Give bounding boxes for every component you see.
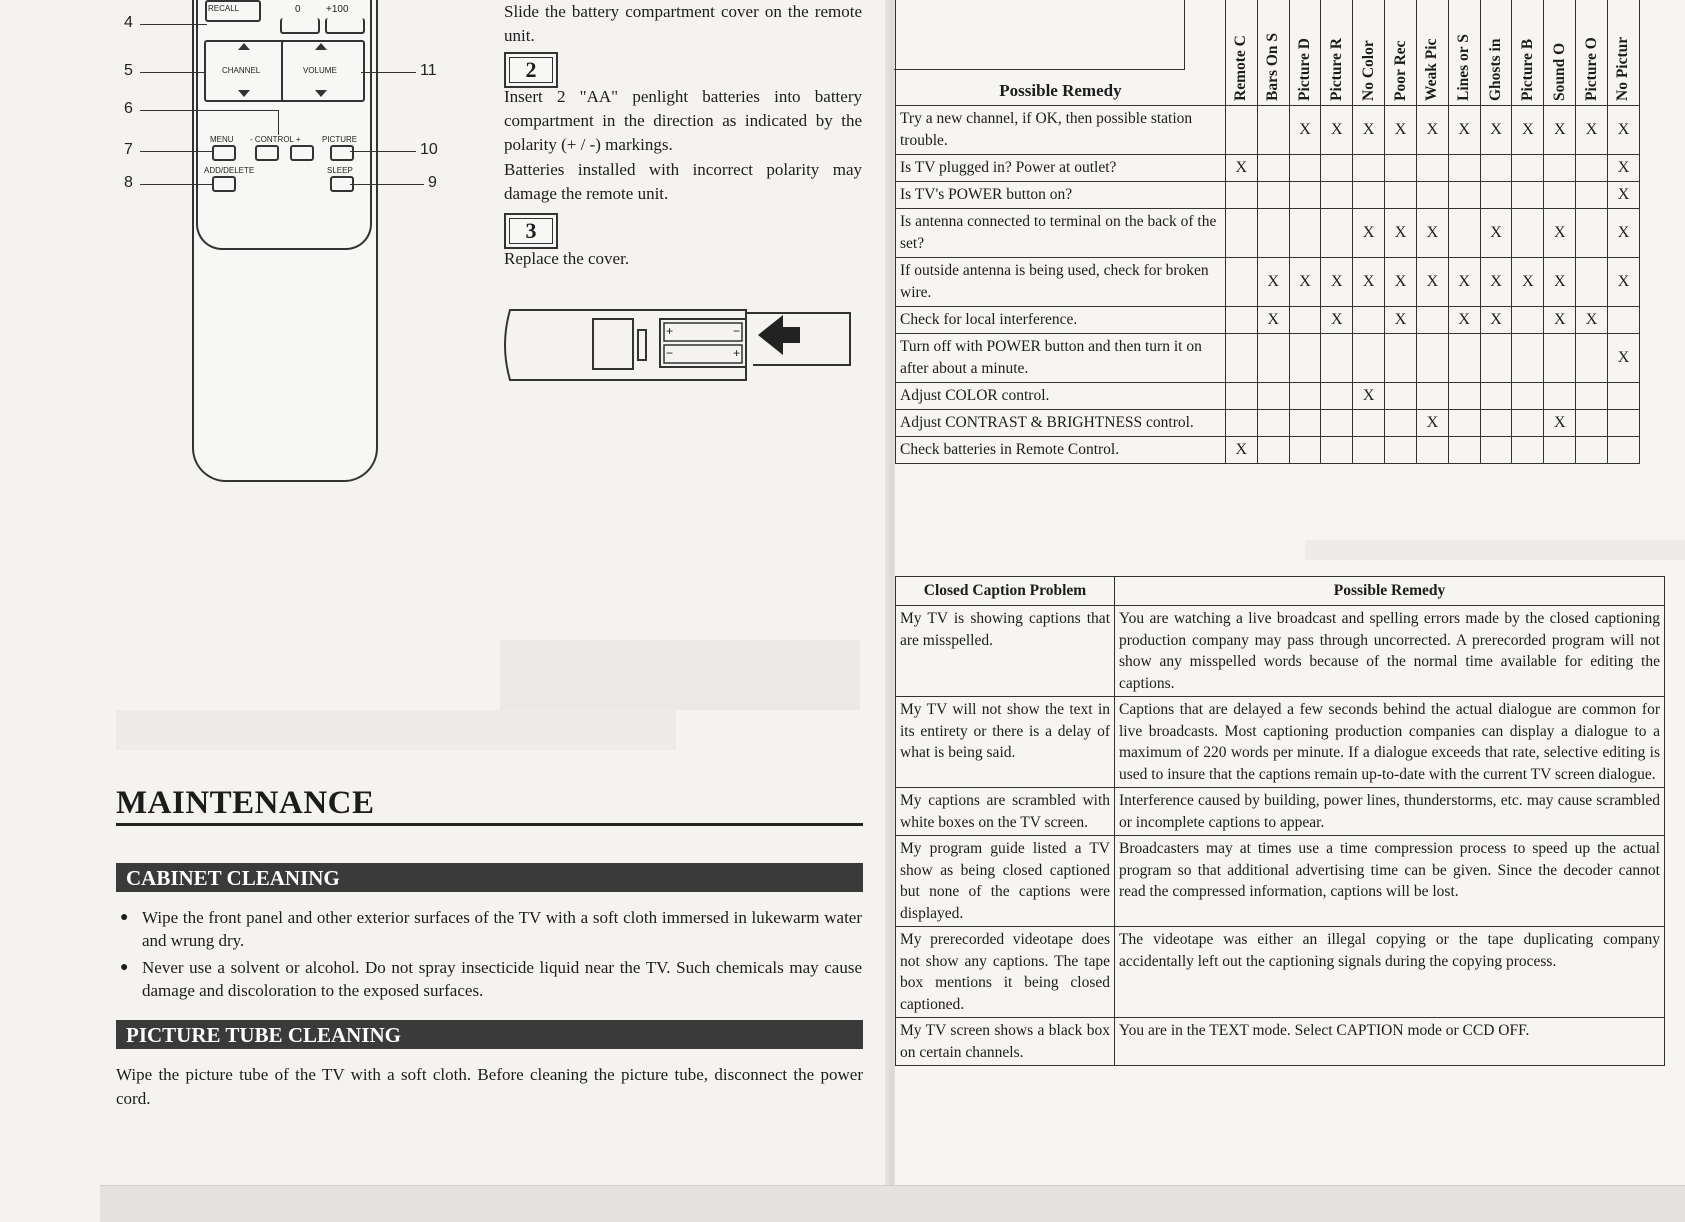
- step-2-number: 2: [509, 57, 553, 83]
- spring-contact: [638, 330, 646, 360]
- remedy-cell: Adjust CONTRAST & BRIGHTNESS control.: [896, 410, 1226, 437]
- title-rule: [116, 823, 863, 826]
- symptom-label: Picture O: [1582, 37, 1600, 101]
- mark-cell: X: [1480, 307, 1512, 334]
- mark-cell: [1544, 182, 1576, 209]
- bleed-through: [116, 710, 676, 750]
- menu-label: MENU: [210, 135, 234, 144]
- mark-cell: [1289, 410, 1321, 437]
- mark-cell: [1544, 437, 1576, 464]
- mark-cell: X: [1289, 106, 1321, 155]
- mark-cell: [1385, 383, 1417, 410]
- menu-button: [212, 145, 236, 161]
- zero-button: [280, 18, 320, 34]
- mark-cell: [1512, 334, 1544, 383]
- remedy-cell: Turn off with POWER button and then turn it on after about a minute.: [896, 334, 1226, 383]
- add-delete-label: ADD/DELETE: [204, 166, 255, 175]
- mark-cell: X: [1321, 307, 1353, 334]
- symptom-label: Picture B: [1518, 38, 1536, 101]
- symptom-column-header: [1289, 0, 1321, 106]
- mark-cell: [1257, 209, 1289, 258]
- mark-cell: X: [1480, 106, 1512, 155]
- mark-cell: [1385, 155, 1417, 182]
- mark-cell: [1512, 410, 1544, 437]
- mark-cell: [1321, 437, 1353, 464]
- mark-cell: [1544, 155, 1576, 182]
- remedy-cell: If outside antenna is being used, check for broken wire.: [896, 258, 1226, 307]
- mark-cell: [1225, 182, 1257, 209]
- mark-cell: [1321, 334, 1353, 383]
- cc-remedy-cell: Captions that are delayed a few seconds behind the actual dialogue are common for live broadcasts. Most captioning production companies can display a dialogue to a maximum of 220 words per minute. If a dialogue exceeds that rate, selective editing is used to insure that the captions remain up-to-date with the current TV screen dialogue.: [1115, 697, 1665, 788]
- mark-cell: X: [1607, 334, 1639, 383]
- mark-cell: [1480, 410, 1512, 437]
- mark-cell: [1257, 106, 1289, 155]
- mark-cell: [1512, 182, 1544, 209]
- mark-cell: X: [1416, 258, 1448, 307]
- callout-11: 11: [420, 62, 437, 79]
- mark-cell: X: [1544, 209, 1576, 258]
- channel-label: CHANNEL: [222, 66, 261, 75]
- mark-cell: [1321, 410, 1353, 437]
- mark-cell: [1607, 307, 1639, 334]
- picture-tube-text: Wipe the picture tube of the TV with a soft cloth. Before cleaning the picture tube, disconnect the power cord.: [116, 1065, 863, 1108]
- remedy-header-cell: [896, 0, 1226, 106]
- symptom-column-header: [1544, 0, 1576, 106]
- cc-problem-cell: My TV will not show the text in its entirety or there is a delay of what is being said.: [896, 697, 1115, 788]
- mark-cell: [1480, 155, 1512, 182]
- mark-cell: X: [1512, 258, 1544, 307]
- table-row: [896, 437, 1640, 464]
- mark-cell: [1225, 334, 1257, 383]
- polarity-plus-label: +: [733, 346, 741, 360]
- plus100-button: [325, 18, 365, 34]
- cc-remedy-cell: The videotape was either an illegal copying or the tape duplicating company accidentally left out the captioning signals during the copying process.: [1115, 927, 1665, 1018]
- battery-cell: [664, 323, 742, 341]
- battery-cell: [664, 345, 742, 363]
- mark-cell: [1448, 334, 1480, 383]
- cc-problem-cell: My captions are scrambled with white boxes on the TV screen.: [896, 788, 1115, 836]
- mark-cell: [1512, 383, 1544, 410]
- symptom-column-header: [1225, 0, 1257, 106]
- symptom-column-header: [1448, 0, 1480, 106]
- callout-line: [350, 184, 424, 185]
- step-2-box: [504, 52, 558, 88]
- mark-cell: [1353, 334, 1385, 383]
- mark-cell: [1257, 334, 1289, 383]
- callout-line: [140, 151, 212, 152]
- remedy-cell: Check batteries in Remote Control.: [896, 437, 1226, 464]
- remedy-header: Possible Remedy: [999, 81, 1122, 100]
- mark-cell: X: [1512, 106, 1544, 155]
- step-2-warning: Batteries installed with incorrect polarity may damage the remote unit.: [504, 160, 862, 203]
- mark-cell: X: [1385, 307, 1417, 334]
- symptom-label: Picture R: [1327, 38, 1345, 101]
- table-row: [896, 606, 1665, 697]
- blank-corner-box: [894, 0, 1185, 70]
- mark-cell: [1321, 182, 1353, 209]
- mark-cell: [1607, 437, 1639, 464]
- mark-cell: [1480, 334, 1512, 383]
- add-delete-button: [212, 176, 236, 192]
- mark-cell: [1480, 182, 1512, 209]
- step-2-text: Insert 2 "AA" penlight batteries into battery compartment in the direction as indicated by the polarity (+ / -) markings.: [504, 87, 862, 154]
- mark-cell: X: [1448, 307, 1480, 334]
- mark-cell: X: [1576, 307, 1608, 334]
- symptom-column-header: [1607, 0, 1639, 106]
- mark-cell: [1225, 106, 1257, 155]
- mark-cell: [1385, 410, 1417, 437]
- mark-cell: X: [1257, 307, 1289, 334]
- mark-cell: [1512, 437, 1544, 464]
- battery-intro-text: Slide the battery compartment cover on the remote unit.: [504, 2, 862, 45]
- table-row: [896, 1018, 1665, 1066]
- mark-cell: [1385, 182, 1417, 209]
- table-row: [896, 927, 1665, 1018]
- cc-problem-cell: My TV screen shows a black box on certain channels.: [896, 1018, 1115, 1066]
- cc-problem-cell: My TV is showing captions that are misspelled.: [896, 606, 1115, 697]
- mark-cell: [1512, 307, 1544, 334]
- table-row: [896, 334, 1640, 383]
- mark-cell: [1576, 155, 1608, 182]
- remedy-cell: Is TV's POWER button on?: [896, 182, 1226, 209]
- table-row: [896, 410, 1640, 437]
- maintenance-title: MAINTENANCE: [116, 785, 375, 821]
- mark-cell: X: [1448, 106, 1480, 155]
- mark-cell: [1289, 437, 1321, 464]
- mark-cell: X: [1385, 209, 1417, 258]
- table-row: [896, 155, 1640, 182]
- mark-cell: X: [1544, 410, 1576, 437]
- cover-latch: [593, 319, 633, 369]
- mark-cell: [1289, 307, 1321, 334]
- mark-cell: [1321, 209, 1353, 258]
- control-label: - CONTROL +: [250, 135, 301, 144]
- symptom-label: Remote C: [1232, 35, 1250, 101]
- mark-cell: [1448, 410, 1480, 437]
- mark-cell: [1289, 209, 1321, 258]
- mark-cell: [1544, 334, 1576, 383]
- callout-line: [278, 118, 279, 135]
- table-row: [896, 106, 1640, 155]
- mark-cell: [1225, 258, 1257, 307]
- cc-header-row: [896, 577, 1665, 606]
- mark-cell: X: [1257, 258, 1289, 307]
- mark-cell: [1257, 410, 1289, 437]
- callout-10: 10: [420, 141, 438, 158]
- mark-cell: [1448, 155, 1480, 182]
- closed-caption-table: [895, 576, 1665, 1066]
- mark-cell: [1321, 155, 1353, 182]
- insert-arrow-icon: [758, 315, 800, 355]
- callout-line: [361, 72, 416, 73]
- mark-cell: X: [1321, 106, 1353, 155]
- mark-cell: [1512, 209, 1544, 258]
- table-row: [896, 836, 1665, 927]
- callout-4: 4: [124, 14, 133, 31]
- callout-5: 5: [124, 62, 133, 79]
- picture-button: [330, 145, 354, 161]
- remote-keypad: [196, 0, 372, 250]
- cabinet-bullet-1: ● Wipe the front panel and other exterior surfaces of the TV with a soft cloth immersed in lukewarm water and wrung dry.: [120, 906, 862, 952]
- callout-7: 7: [124, 141, 133, 158]
- channel-down-icon: [238, 90, 250, 97]
- volume-label: VOLUME: [303, 66, 337, 75]
- mark-cell: [1257, 437, 1289, 464]
- mark-cell: [1448, 209, 1480, 258]
- cabinet-cleaning-heading: CABINET CLEANING: [116, 863, 863, 892]
- mark-cell: [1289, 334, 1321, 383]
- mark-cell: [1512, 155, 1544, 182]
- symptom-column-header: [1385, 0, 1417, 106]
- mark-cell: [1448, 383, 1480, 410]
- symptom-column-header: [1257, 0, 1289, 106]
- channel-up-icon: [238, 43, 250, 50]
- table-row: [896, 258, 1640, 307]
- mark-cell: X: [1321, 258, 1353, 307]
- picture-tube-cleaning-heading: PICTURE TUBE CLEANING: [116, 1020, 863, 1049]
- symptom-label: No Pictur: [1614, 36, 1632, 101]
- mark-cell: [1576, 334, 1608, 383]
- mark-cell: X: [1607, 106, 1639, 155]
- troubleshooting-table: [895, 0, 1640, 464]
- mark-cell: X: [1544, 258, 1576, 307]
- callout-line: [350, 151, 416, 152]
- mark-cell: [1576, 437, 1608, 464]
- cc-problem-cell: My prerecorded videotape does not show any captions. The tape box mentions it being closed captioned.: [896, 927, 1115, 1018]
- callout-8: 8: [124, 174, 133, 191]
- polarity-minus-label: −: [733, 324, 741, 338]
- polarity-minus-label: −: [666, 346, 674, 360]
- mark-cell: X: [1416, 209, 1448, 258]
- mark-cell: [1448, 437, 1480, 464]
- symptom-label: Sound O: [1550, 42, 1568, 101]
- symptom-column-header: [1576, 0, 1608, 106]
- symptom-label: Bars On S: [1264, 32, 1282, 101]
- mark-cell: [1257, 383, 1289, 410]
- control-minus-button: [255, 145, 279, 161]
- mark-cell: X: [1480, 258, 1512, 307]
- mark-cell: [1353, 307, 1385, 334]
- mark-cell: X: [1353, 209, 1385, 258]
- cc-remedy-cell: You are watching a live broadcast and spelling errors made by the closed captioning production company may pass through uncorrected. A prerecorded program will not show any misspelled words because of the normal time available for editing the captions.: [1115, 606, 1665, 697]
- mark-cell: X: [1385, 258, 1417, 307]
- battery-compartment-illustration: [498, 305, 860, 385]
- mark-cell: [1416, 334, 1448, 383]
- symptom-column-header: [1480, 0, 1512, 106]
- symptom-label: Lines or S: [1455, 34, 1473, 101]
- table-row: [896, 788, 1665, 836]
- callout-line: [140, 72, 206, 73]
- cc-remedy-cell: Broadcasters may at times use a time compression process to speed up the actual program so that additional advertising time can be given. Since the decoder cannot read the compressed information, captions will be lost.: [1115, 836, 1665, 927]
- step-3-number: 3: [509, 218, 553, 244]
- mark-cell: [1480, 437, 1512, 464]
- mark-cell: X: [1353, 106, 1385, 155]
- mark-cell: [1225, 307, 1257, 334]
- remedy-cell: Check for local interference.: [896, 307, 1226, 334]
- cc-remedy-cell: You are in the TEXT mode. Select CAPTION mode or CCD OFF.: [1115, 1018, 1665, 1066]
- volume-up-icon: [315, 43, 327, 50]
- step-3-box: [504, 213, 558, 249]
- mark-cell: [1385, 437, 1417, 464]
- table-row: [896, 182, 1640, 209]
- mark-cell: [1448, 182, 1480, 209]
- symptom-label: Picture D: [1295, 38, 1313, 101]
- mark-cell: [1289, 182, 1321, 209]
- mark-cell: [1321, 383, 1353, 410]
- mark-cell: [1385, 334, 1417, 383]
- mark-cell: [1607, 383, 1639, 410]
- mark-cell: X: [1607, 155, 1639, 182]
- table-row: [896, 307, 1640, 334]
- bleed-through: [500, 640, 860, 710]
- mark-cell: X: [1448, 258, 1480, 307]
- symptom-column-header: [1416, 0, 1448, 106]
- callout-line: [278, 110, 279, 120]
- symptom-label: No Color: [1359, 40, 1377, 101]
- callout-line: [140, 110, 278, 111]
- symptom-column-header: [1512, 0, 1544, 106]
- mark-cell: [1353, 155, 1385, 182]
- cc-problem-header: Closed Caption Problem: [896, 577, 1115, 606]
- mark-cell: [1607, 410, 1639, 437]
- mark-cell: [1416, 155, 1448, 182]
- symptom-column-header: [1353, 0, 1385, 106]
- callout-line: [140, 184, 212, 185]
- remedy-cell: Try a new channel, if OK, then possible station trouble.: [896, 106, 1226, 155]
- callout-6: 6: [124, 100, 133, 117]
- control-plus-button: [290, 145, 314, 161]
- table-header-row: [896, 0, 1640, 106]
- cc-remedy-header: Possible Remedy: [1115, 577, 1665, 606]
- table-row: [896, 209, 1640, 258]
- table-row: [896, 697, 1665, 788]
- mark-cell: [1289, 155, 1321, 182]
- mark-cell: [1416, 383, 1448, 410]
- mark-cell: [1544, 383, 1576, 410]
- mark-cell: X: [1576, 106, 1608, 155]
- bleed-through: [1305, 540, 1685, 560]
- mark-cell: X: [1607, 258, 1639, 307]
- mark-cell: [1576, 383, 1608, 410]
- symptom-label: Ghosts in: [1487, 38, 1505, 101]
- mark-cell: [1416, 437, 1448, 464]
- mark-cell: [1576, 410, 1608, 437]
- mark-cell: X: [1416, 410, 1448, 437]
- recall-label: RECALL: [208, 4, 240, 13]
- table-row: [896, 383, 1640, 410]
- mark-cell: [1353, 182, 1385, 209]
- sleep-label: SLEEP: [327, 166, 353, 175]
- symptom-label: Poor Rec: [1391, 40, 1409, 101]
- remedy-cell: Is TV plugged in? Power at outlet?: [896, 155, 1226, 182]
- symptom-column-header: [1321, 0, 1353, 106]
- mark-cell: [1353, 437, 1385, 464]
- mark-cell: X: [1416, 106, 1448, 155]
- cc-remedy-cell: Interference caused by building, power lines, thunderstorms, etc. may cause scrambled or incomplete captions to appear.: [1115, 788, 1665, 836]
- mark-cell: [1576, 182, 1608, 209]
- remedy-cell: Is antenna connected to terminal on the back of the set?: [896, 209, 1226, 258]
- step-3-text: Replace the cover.: [504, 249, 630, 268]
- polarity-plus-label: +: [666, 324, 674, 338]
- zero-label: 0: [295, 4, 301, 15]
- mark-cell: [1480, 383, 1512, 410]
- mark-cell: [1576, 209, 1608, 258]
- cabinet-bullet-2: ● Never use a solvent or alcohol. Do not spray insecticide liquid near the TV. Such chemicals may cause damage and discoloration to the exposed surfaces.: [120, 956, 862, 1002]
- mark-cell: X: [1607, 182, 1639, 209]
- mark-cell: [1225, 410, 1257, 437]
- mark-cell: [1576, 258, 1608, 307]
- cc-problem-cell: My program guide listed a TV show as being closed captioned but none of the captions were displayed.: [896, 836, 1115, 927]
- mark-cell: X: [1353, 383, 1385, 410]
- mark-cell: [1257, 182, 1289, 209]
- page-bottom-edge: [100, 1185, 1685, 1222]
- mark-cell: X: [1385, 106, 1417, 155]
- mark-cell: X: [1289, 258, 1321, 307]
- mark-cell: X: [1225, 437, 1257, 464]
- mark-cell: X: [1544, 307, 1576, 334]
- mark-cell: [1257, 155, 1289, 182]
- plus100-label: +100: [326, 4, 349, 15]
- mark-cell: X: [1544, 106, 1576, 155]
- mark-cell: [1225, 209, 1257, 258]
- mark-cell: [1416, 182, 1448, 209]
- mark-cell: [1416, 307, 1448, 334]
- remedy-cell: Adjust COLOR control.: [896, 383, 1226, 410]
- symptom-label: Weak Pic: [1423, 38, 1441, 101]
- mark-cell: [1353, 410, 1385, 437]
- callout-line: [140, 24, 207, 25]
- mark-cell: X: [1225, 155, 1257, 182]
- mark-cell: X: [1607, 209, 1639, 258]
- picture-label: PICTURE: [322, 135, 358, 144]
- callout-9: 9: [428, 174, 437, 191]
- mark-cell: X: [1353, 258, 1385, 307]
- mark-cell: X: [1480, 209, 1512, 258]
- mark-cell: [1289, 383, 1321, 410]
- mark-cell: [1225, 383, 1257, 410]
- volume-down-icon: [315, 90, 327, 97]
